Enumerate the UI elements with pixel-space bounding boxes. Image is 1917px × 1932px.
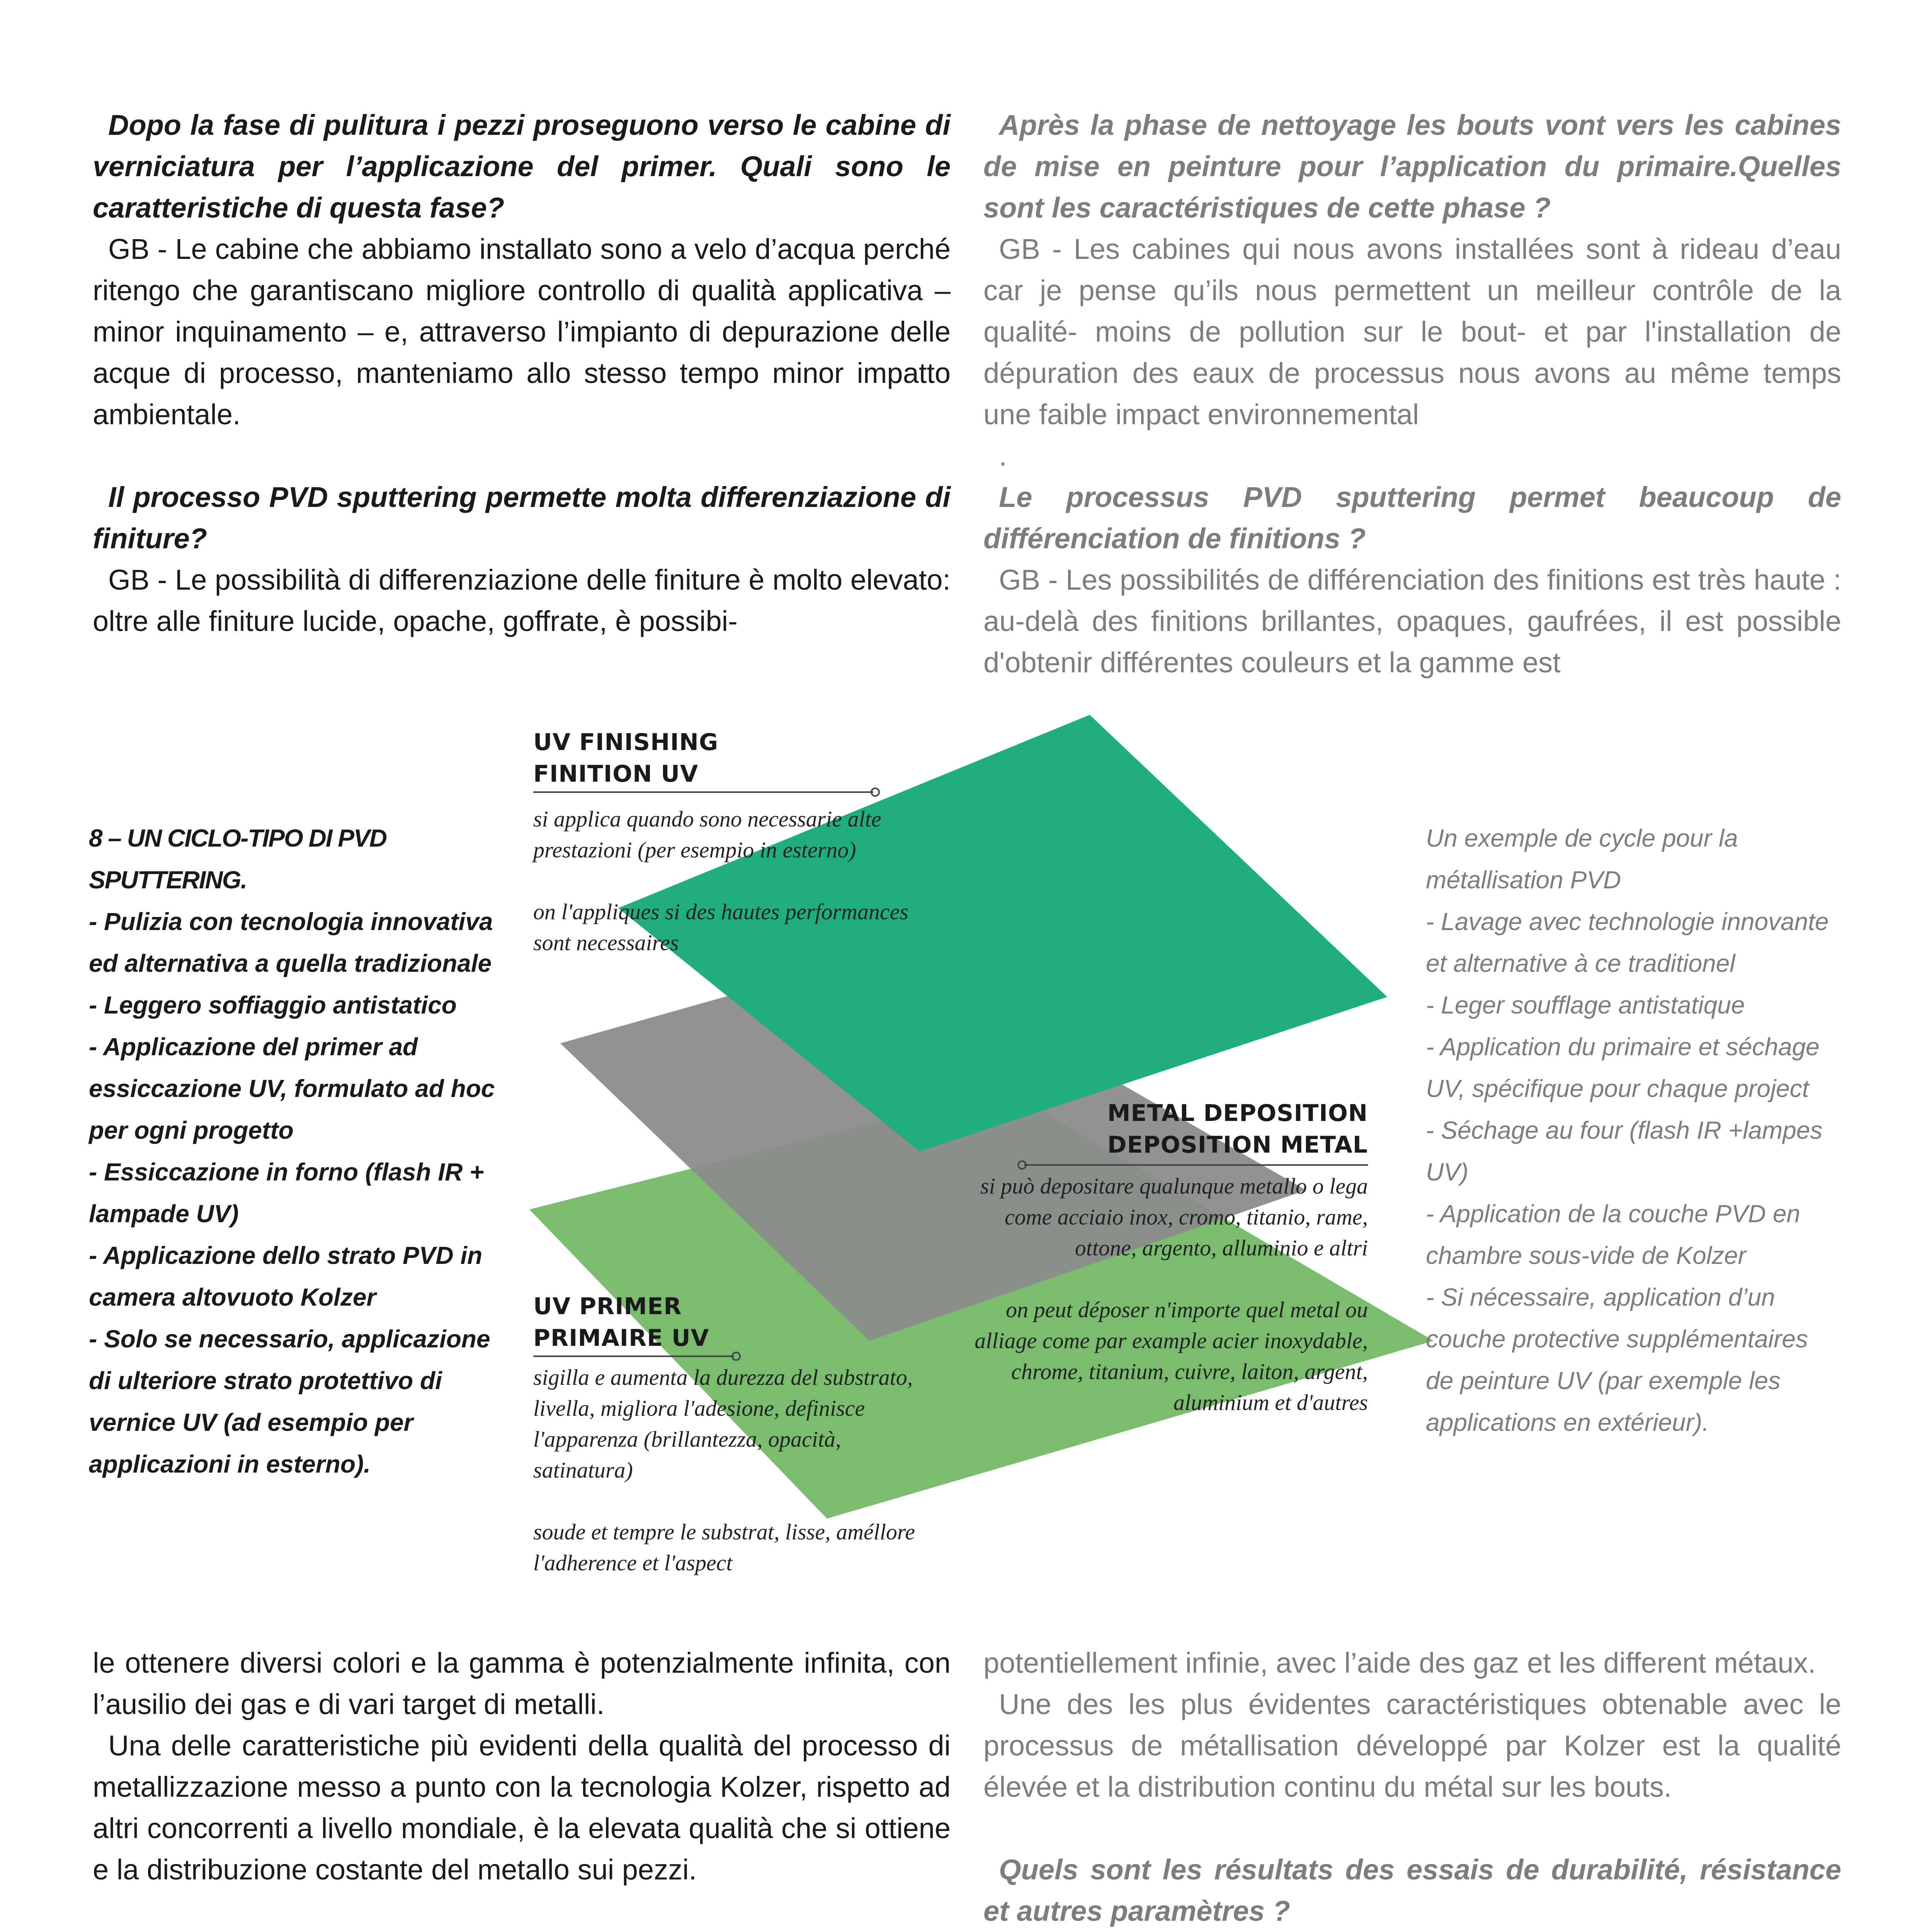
answer-1-fr: GB - Les cabines qui nous avons installées sont à rideau d’eau car je pense qu’ils nous permettent un meilleur contrôle de la qualité- moins de pollution sur le bout- et par l'installation de dépuration des eaux de processus nous avons au même temps une faible impact environnemental bbox=[983, 233, 1841, 430]
metal-title-line2: DEPOSITION METAL bbox=[1107, 1131, 1368, 1158]
uv-finishing-title bbox=[533, 726, 718, 790]
stray-dot: . bbox=[999, 440, 1007, 472]
caption-line: - Applicazione del primer ad essiccazione UV, formulato ad hoc per ogni progetto bbox=[89, 1033, 495, 1144]
uv-primer-title bbox=[533, 1291, 709, 1354]
metal-title-line1: METAL DEPOSITION bbox=[1107, 1100, 1368, 1127]
top-italian-column bbox=[93, 104, 951, 642]
caption-line: - Séchage au four (flash IR +lampes UV) bbox=[1426, 1116, 1823, 1186]
answer-2-fr: GB - Les possibilités de différenciation des finitions est très haute : au-delà des finitions brillantes, opaques, gaufrées, il est possible d'obtenir différentes couleurs et la gamme est bbox=[983, 564, 1841, 679]
uv-finishing-title-line1: UV FINISHING bbox=[533, 729, 719, 756]
question-2-fr: Le processus PVD sputtering permet beaucoup de différenciation de finitions ? bbox=[983, 481, 1841, 554]
caption-line: - Si nécessaire, application d’un couche protective supplémentaires de peinture UV (par exemple les applications en extérieur). bbox=[1426, 1283, 1808, 1436]
question-1-it: Dopo la fase di pulitura i pezzi proseguono verso le cabine di verniciatura per l’applicazione del primer. Quali sono le caratteristiche di questa fase? bbox=[93, 109, 951, 224]
metal-deposition-text bbox=[951, 1171, 1368, 1418]
bottom-italian-column bbox=[93, 1642, 951, 1932]
caption-line: - Solo se necessario, applicazione di ulteriore strato protettivo di vernice UV (ad esempio per applicazioni in esterno). bbox=[89, 1325, 490, 1478]
metal-text-it: si può depositare qualunque metallo o lega come acciaio inox, cromo, titanio, rame, ottone, argento, alluminio e altri bbox=[980, 1173, 1368, 1260]
uv-primer-text-it: sigilla e aumenta la durezza del substrato, livella, migliora l'adesione, definisce l'apparenza (brillantezza, opacità, satinatura) bbox=[533, 1365, 913, 1483]
paragraph-1-it: le ottenere diversi colori e la gamma è potenzialmente infinita, con l’ausilio dei gas e di vari target di metalli. bbox=[93, 1647, 951, 1720]
answer-2-it: GB - Le possibilità di differenziazione delle finiture è molto elevato: oltre alle finiture lucide, opache, goffrate, è possibi- bbox=[93, 564, 951, 637]
uv-primer-title-line2: PRIMAIRE UV bbox=[533, 1325, 709, 1352]
caption-line: - Application du primaire et séchage UV, spécifique pour chaque project bbox=[1426, 1033, 1820, 1102]
uv-finishing-title-line2: FINITION UV bbox=[533, 760, 699, 787]
question-1-fr: Après la phase de nettoyage les bouts vont vers les cabines de mise en peinture pour l’application du primaire.Quelles sont les caractéristiques de cette phase ? bbox=[983, 109, 1841, 224]
bottom-french-column bbox=[983, 1642, 1841, 1932]
caption-line: - Leggero soffiaggio antistatico bbox=[89, 991, 457, 1019]
uv-primer-text bbox=[533, 1362, 935, 1578]
caption-line: - Applicazione dello strato PVD in camera altovuoto Kolzer bbox=[89, 1242, 483, 1311]
caption-title-fr: Un exemple de cycle pour la métallisation PVD bbox=[1426, 824, 1738, 894]
figure-caption-fr bbox=[1426, 817, 1832, 1443]
uv-primer-text-fr: soude et tempre le substrat, lisse, améllore l'adherence et l'aspect bbox=[533, 1519, 915, 1575]
caption-line: - Leger soufflage antistatique bbox=[1426, 991, 1745, 1019]
uv-finishing-text-fr: on l'appliques si des hautes performances sont necessaires bbox=[533, 899, 908, 955]
uv-finishing-text-it: si applica quando sono necessarie alte prestazioni (per esempio in esterno) bbox=[533, 806, 881, 862]
question-2-it: Il processo PVD sputtering permette molta differenziazione di finiture? bbox=[93, 481, 951, 554]
caption-line: - Lavage avec technologie innovante et alternative à ce traditionel bbox=[1426, 908, 1829, 977]
caption-line: - Application de la couche PVD en chambre sous-vide de Kolzer bbox=[1426, 1200, 1800, 1269]
caption-line: - Essiccazione in forno (flash IR + lampade UV) bbox=[89, 1158, 484, 1228]
caption-title-it: 8 – UN CICLO-TIPO DI PVD SPUTTERING. bbox=[89, 824, 386, 894]
paragraph-2-fr: Une des les plus évidentes caractéristiques obtenable avec le processus de métallisation développé par Kolzer est la qualité élevée et la distribution continu du métal sur les bouts. bbox=[983, 1688, 1841, 1803]
answer-1-it: GB - Le cabine che abbiamo installato sono a velo d’acqua perché ritengo che garantiscano migliore controllo di qualità applicativa – minor inquinamento – e, attraverso l’impianto di depurazione delle acque di processo, manteniamo allo stesso tempo minor impatto ambientale. bbox=[93, 233, 951, 430]
paragraph-1-fr: potentiellement infinie, avec l’aide des gaz et les different métaux. bbox=[983, 1647, 1816, 1679]
paragraph-2-it: Una delle caratteristiche più evidenti della qualità del processo di metallizzazione messo a punto con la tecnologia Kolzer, rispetto ad altri concorrenti a livello mondiale, è la elevata qualità che si ottiene e la distribuzione costante del metallo sui pezzi. bbox=[93, 1730, 951, 1886]
caption-line: - Pulizia con tecnologia innovativa ed alternativa a quella tradizionale bbox=[89, 908, 493, 977]
figure-caption-it bbox=[89, 817, 506, 1485]
uv-finishing-text bbox=[533, 804, 939, 958]
uv-primer-title-line1: UV PRIMER bbox=[533, 1293, 682, 1320]
metal-text-fr: on peut déposer n'importe quel metal ou alliage come par example acier inoxydable, chrome, titanium, cuivre, laiton, argent, aluminium et d'autres bbox=[975, 1297, 1368, 1415]
metal-deposition-title bbox=[1005, 1097, 1368, 1161]
question-3-fr: Quels sont les résultats des essais de durabilité, résistance et autres paramètres ? bbox=[983, 1854, 1841, 1927]
top-french-column bbox=[983, 104, 1841, 683]
